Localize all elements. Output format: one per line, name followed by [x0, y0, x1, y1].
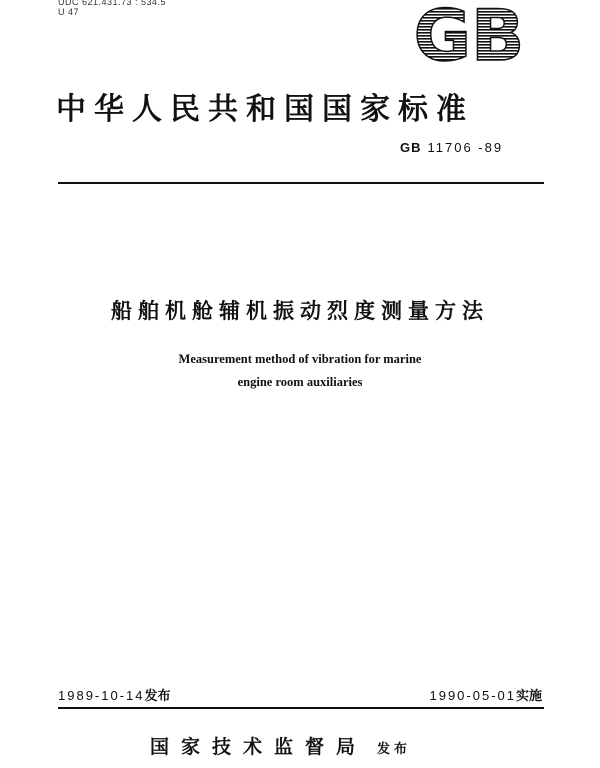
- footer-divider: [58, 707, 544, 709]
- udc-line: UDC 621.431.73 : 534.5: [58, 0, 167, 7]
- issue-date-suffix: 发布: [144, 689, 171, 704]
- standard-number: [400, 140, 503, 155]
- issuer: [150, 732, 411, 759]
- issuer-name: 国家技术监督局: [150, 736, 368, 758]
- udc-classification: [58, 0, 166, 17]
- standard-title: 中华人民共和国国家标准: [56, 92, 474, 127]
- standard-number-value: 11706 -89: [427, 140, 504, 155]
- title-en-line-1: Measurement method of vibration for marine: [178, 352, 422, 366]
- header-divider: [58, 182, 544, 184]
- implementation-date: [429, 685, 542, 704]
- impl-date-suffix: 实施: [515, 689, 542, 704]
- standard-number-prefix: GB: [400, 140, 422, 155]
- gb-logo: [394, 2, 544, 68]
- document-title-en: [0, 348, 600, 394]
- gb-logo-text: GB: [413, 2, 525, 68]
- title-en-line-2: engine room auxiliaries: [237, 375, 363, 389]
- ics-line: U 47: [58, 7, 80, 17]
- issue-date-value: 1989-10-14: [58, 688, 145, 703]
- issuer-action: 发布: [377, 742, 412, 757]
- issue-date: [58, 685, 171, 704]
- document-title-cn: 船舶机舱辅机振动烈度测量方法: [111, 299, 489, 323]
- impl-date-value: 1990-05-01: [429, 688, 516, 703]
